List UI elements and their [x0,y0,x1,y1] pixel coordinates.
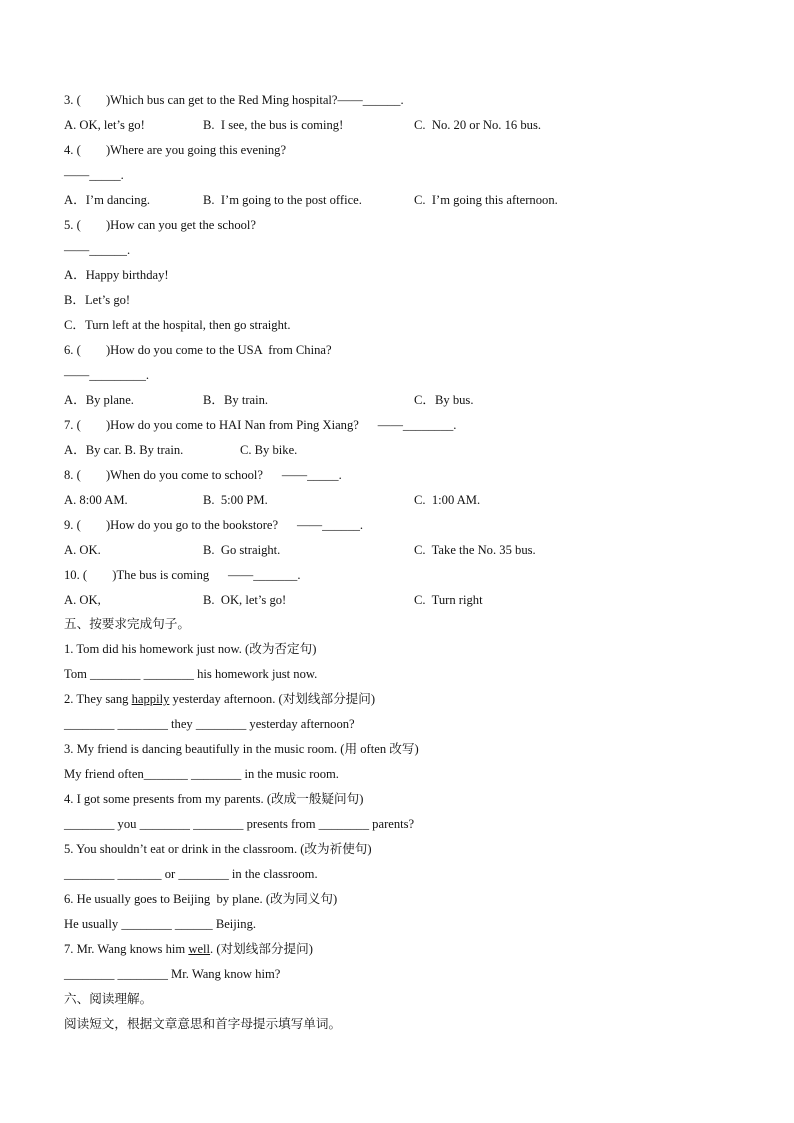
s5-item-5-answer: ________ _______ or ________ in the classroom. [64,867,318,881]
q3-option-a: A. OK, let’s go! [64,118,145,132]
q6-option-b: B．By train. [203,393,269,407]
question-10: 10. ( )The bus is coming ——_______. [64,568,301,582]
s5-item-3-answer: My friend often_______ ________ in the music room. [64,767,339,781]
s5-item-2-answer: ________ ________ they ________ yesterday afternoon? [64,717,355,731]
s5-item-7-question [64,941,313,957]
q10-option-c: C. Turn right [414,593,483,607]
q6-option-a: A．By plane. [64,393,134,407]
s5-item-2-question-post: yesterday afternoon. (对划线部分提问) [169,692,376,706]
q4-option-a: A．I’m dancing. [64,193,151,207]
q8-option-b: B. 5:00 PM. [203,493,268,507]
s5-item-1-answer: Tom ________ ________ his homework just now. [64,667,318,681]
q10-option-b: B. OK, let’s go! [203,593,287,607]
s5-item-4-question: 4. I got some presents from my parents. (改成一般疑问句) [64,792,364,806]
question-4: 4. ( )Where are you going this evening? [64,143,287,157]
q5-option-c: C．Turn left at the hospital, then go straight. [64,318,291,332]
q4-option-b: B. I’m going to the post office. [203,193,362,207]
s5-item-6-question: 6. He usually goes to Beijing by plane. (改为同义句) [64,892,338,906]
q8-option-a: A. 8:00 AM. [64,493,128,507]
question-7: 7. ( )How do you come to HAI Nan from Ping Xiang? ——________. [64,418,457,432]
s5-item-2-question-pre: 2. They sang [64,692,132,706]
q4-option-c: C. I’m going this afternoon. [414,193,558,207]
section-6-heading: 六、阅读理解。 [64,991,153,1006]
question-3: 3. ( )Which bus can get to the Red Ming hospital?——______. [64,93,404,107]
q9-option-b: B. Go straight. [203,543,281,557]
s5-item-7-question-post: . (对划线部分提问) [210,942,313,956]
q8-option-c: C. 1:00 AM. [414,493,481,507]
s5-item-7-answer: ________ ________ Mr. Wang know him? [64,967,281,981]
q9-option-c: C. Take the No. 35 bus. [414,543,536,557]
q5-option-a: A．Happy birthday! [64,268,169,282]
section-6-instruction: 阅读短文，根据文章意思和首字母提示填写单词。 [64,1016,342,1031]
q9-option-a: A. OK. [64,543,101,557]
q5-answer-line: ——______. [64,243,131,257]
q6-option-c: C．By bus. [414,393,474,407]
question-6: 6. ( )How do you come to the USA from China? [64,343,332,357]
question-5: 5. ( )How can you get the school? [64,218,257,232]
s5-item-4-answer: ________ you ________ ________ presents from ________ parents? [64,817,415,831]
q3-option-b: B. I see, the bus is coming! [203,118,344,132]
s5-item-1-question: 1. Tom did his homework just now. (改为否定句) [64,642,317,656]
s5-item-3-question: 3. My friend is dancing beautifully in the music room. (用 often 改写) [64,742,419,756]
question-8: 8. ( )When do you come to school? ——_____. [64,468,342,482]
s5-item-7-question-pre: 7. Mr. Wang knows him [64,942,189,956]
s5-item-2-question [64,691,375,707]
section-5-heading: 五、按要求完成句子。 [64,616,190,631]
q7-options: A．By car. B. By train. C. By bike. [64,443,298,457]
s5-item-5-question: 5. You shouldn’t eat or drink in the classroom. (改为祈使句) [64,842,372,856]
s5-item-6-answer: He usually ________ ______ Beijing. [64,917,257,931]
q10-option-a: A. OK, [64,593,101,607]
s5-item-7-underlined-word: well [188,942,211,956]
s5-item-2-underlined-word: happily [131,692,170,706]
q4-answer-line: ——_____. [64,168,124,182]
q5-option-b: B．Let’s go! [64,293,131,307]
q3-option-c: C. No. 20 or No. 16 bus. [414,118,541,132]
question-9: 9. ( )How do you go to the bookstore? ——______. [64,518,364,532]
q6-answer-line: ——_________. [64,368,150,382]
